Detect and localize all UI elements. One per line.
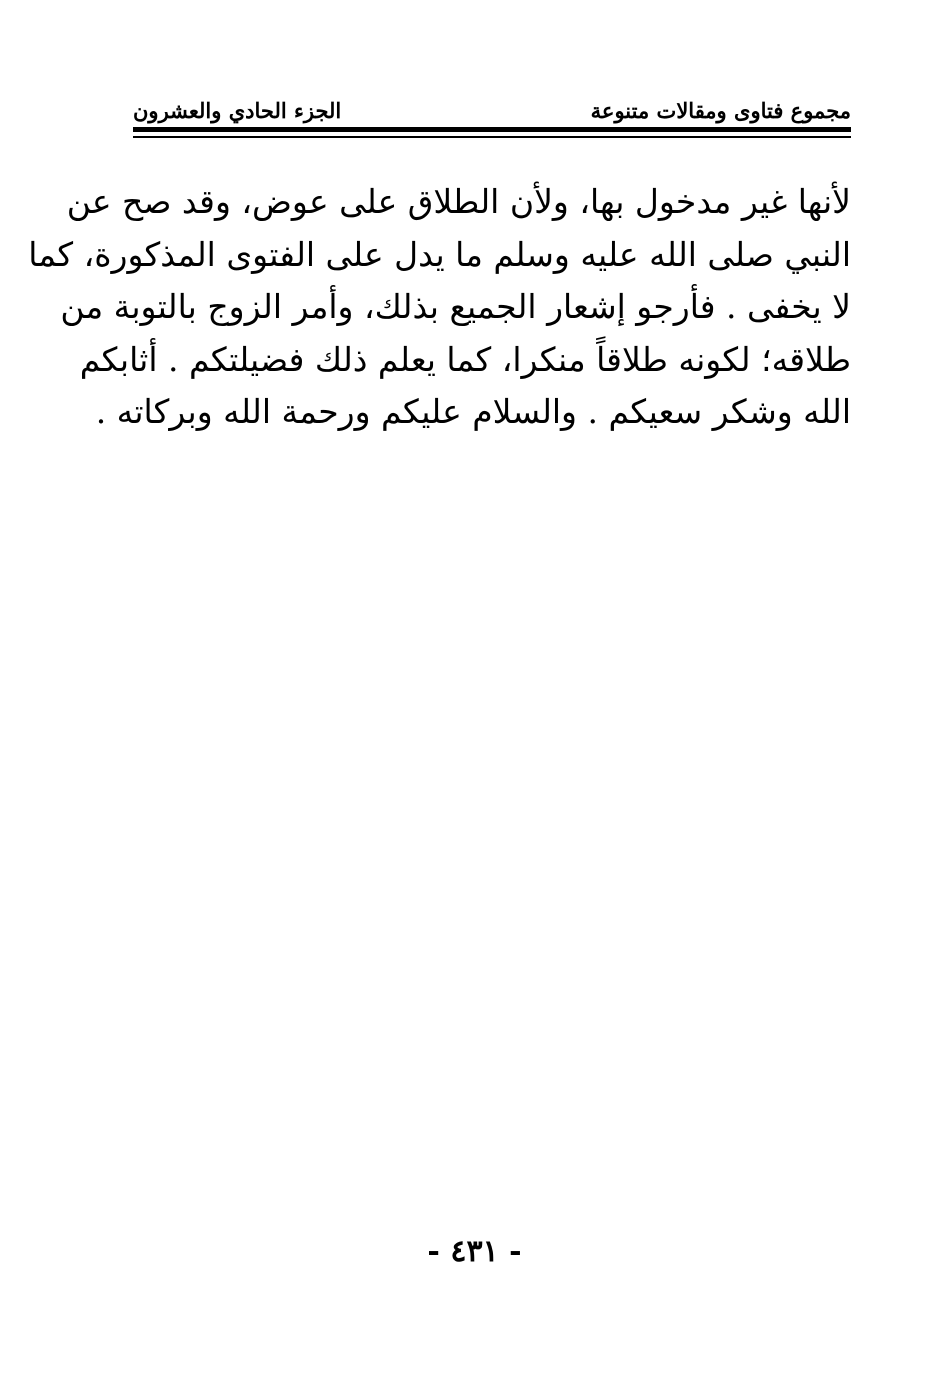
header-rule-thick (133, 127, 851, 132)
text-line-3: لا يخفى . فأرجو إشعار الجميع بذلك، وأمر الزوج بالتوبة من (60, 287, 851, 326)
text-line-1: لأنها غير مدخول بها، ولأن الطلاق على عوض، وقد صح عن (66, 182, 851, 221)
text-line-4: طلاقه؛ لكونه طلاقاً منكرا، كما يعلم ذلك فضيلتكم . أثابكم (79, 339, 851, 379)
running-header (133, 96, 851, 126)
book-title: مجموع فتاوى ومقالات متنوعة (590, 98, 851, 123)
text-line-2: النبي صلى الله عليه وسلم ما يدل على الفتوى المذكورة، كما (28, 234, 851, 274)
page-number: - ٤٣١ - (427, 1234, 522, 1269)
body-text (28, 176, 851, 439)
volume-label: الجزء الحادي والعشرون (133, 98, 342, 123)
text-line-5: الله وشكر سعيكم . والسلام عليكم ورحمة الله وبركاته . (95, 392, 851, 431)
header-rule-thin (133, 136, 851, 138)
